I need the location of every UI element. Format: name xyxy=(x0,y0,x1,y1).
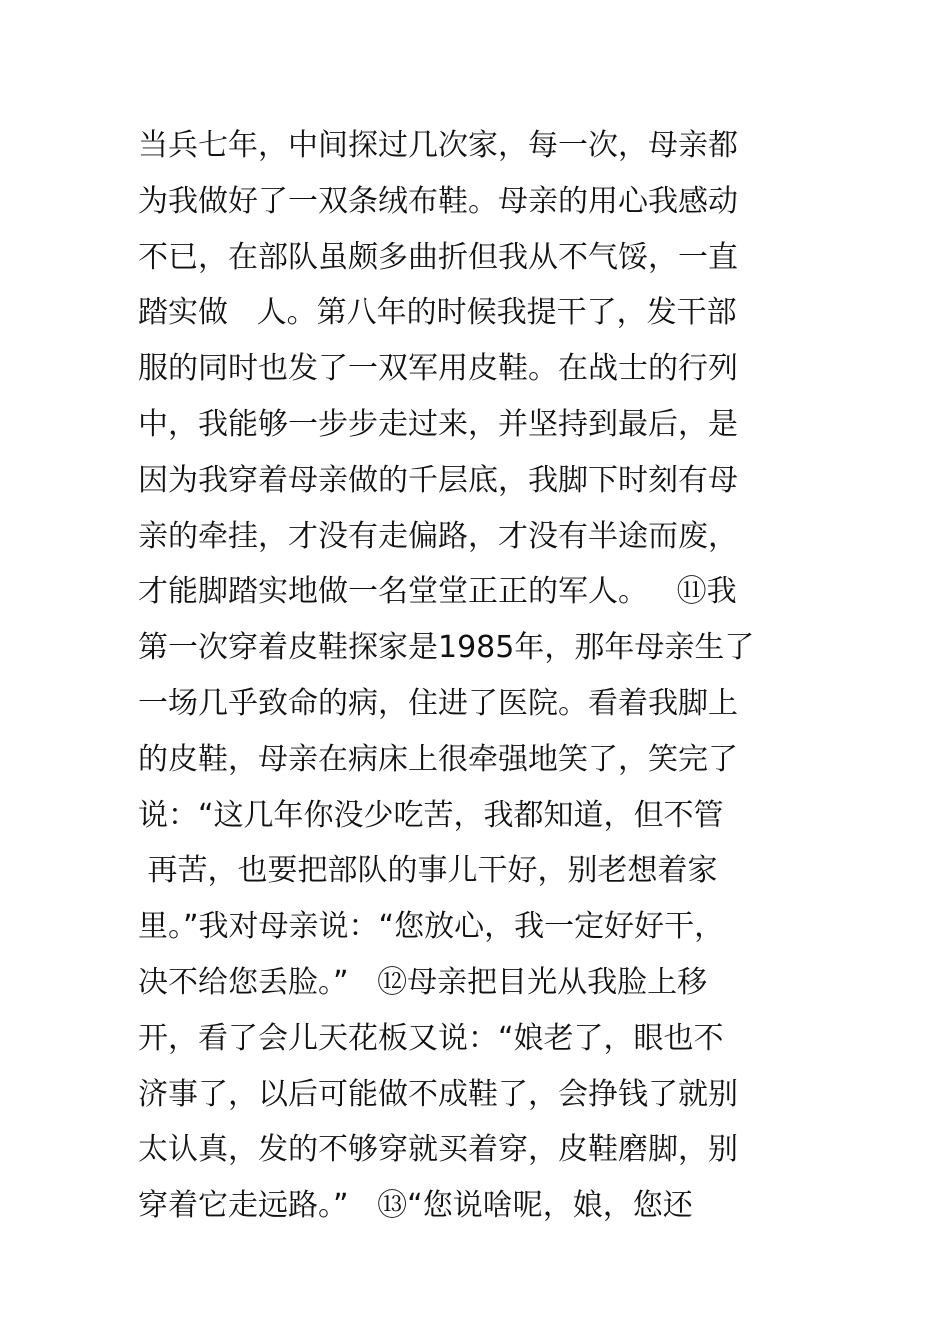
text-line: 说：“这几年你没少吃苦，我都知道，但不管 xyxy=(138,797,724,833)
text-line: 的皮鞋，母亲在病床上很牵强地笑了，笑完了 xyxy=(138,741,738,777)
text-line: 不已，在部队虽颇多曲折但我从不气馁，一直 xyxy=(138,239,738,275)
text-line: 亲的牵挂，才没有走偏路，才没有半途而废， xyxy=(138,518,738,554)
text-line: 一场几乎致命的病，住进了医院。看着我脚上 xyxy=(138,685,738,721)
text-line: 才能脚踏实地做一名堂堂正正的军人。 ⑪我 xyxy=(138,574,737,610)
text-line: 决不给您丢脸。” ⑫母亲把目光从我脸上移 xyxy=(138,964,708,1000)
text-line: 太认真，发的不够穿就买着穿，皮鞋磨脚，别 xyxy=(138,1132,738,1168)
text-line: 第一次穿着皮鞋探家是1985年，那年母亲生了 xyxy=(138,630,755,666)
text-line: 服的同时也发了一双军用皮鞋。在战士的行列 xyxy=(138,351,738,387)
text-line: 当兵七年，中间探过几次家，每一次，母亲都 xyxy=(138,128,738,163)
text-line: 中，我能够一步步走过来，并坚持到最后，是 xyxy=(138,406,738,442)
text-line: 因为我穿着母亲做的千层底，我脚下时刻有母 xyxy=(138,462,738,498)
text-line: 为我做好了一双条绒布鞋。母亲的用心我感动 xyxy=(138,183,738,219)
text-line: 穿着它走远路。” ⑬“您说啥呢，娘，您还 xyxy=(138,1188,693,1224)
text-line: 里。”我对母亲说：“您放心，我一定好好干， xyxy=(138,909,725,945)
text-line: 开，看了会儿天花板又说：“娘老了，眼也不 xyxy=(138,1020,724,1056)
body-text xyxy=(138,118,838,1234)
text-line: 济事了，以后可能做不成鞋了，会挣钱了就别 xyxy=(138,1076,738,1112)
text-line: 踏实做 人。第八年的时候我提干了，发干部 xyxy=(138,295,737,331)
text-line: 再苦，也要把部队的事儿干好，别老想着家 xyxy=(138,853,718,889)
